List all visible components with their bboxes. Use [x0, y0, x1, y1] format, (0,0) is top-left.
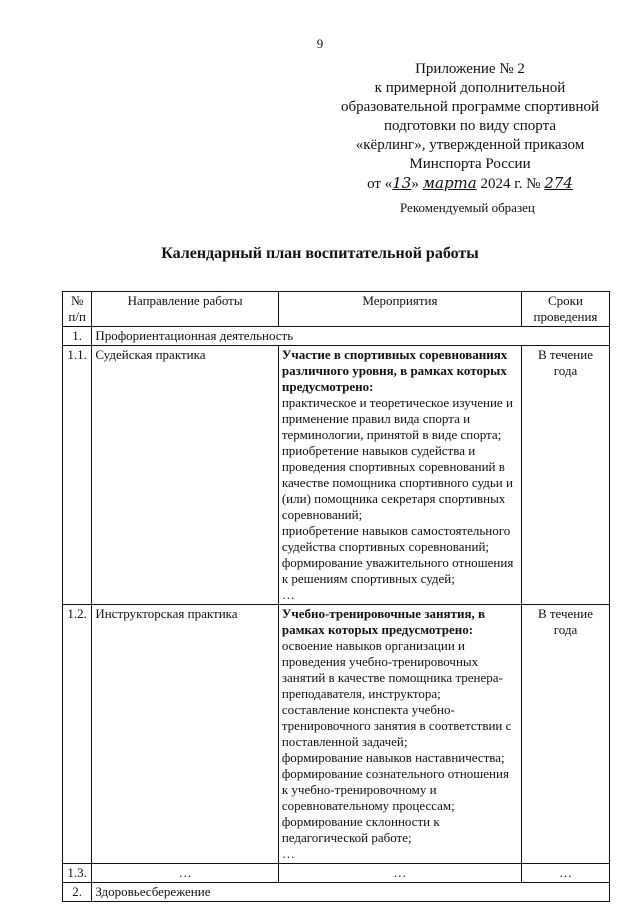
section-num: 2.: [63, 883, 92, 902]
table-row: [63, 864, 610, 883]
date-prefix: от «: [367, 176, 393, 192]
document-title: Календарный план воспитательной работы: [161, 245, 479, 262]
section-row: [63, 327, 610, 346]
row-events: …: [278, 864, 521, 883]
row-terms: В течение года: [521, 605, 609, 864]
row-terms: …: [521, 864, 609, 883]
appendix-line: «кёрлинг», утвержденной приказом: [355, 137, 585, 153]
event-line: формирование уважительного отношения к решениям спортивных судей;: [281, 555, 514, 586]
appendix-line: Минспорта России: [409, 156, 531, 172]
events-title: Участие в спортивных соревнованиях различного уровня, в рамках которых предусмотрено:: [281, 347, 508, 394]
order-month: марта: [422, 174, 477, 192]
row-events: [278, 346, 521, 605]
header-direction: Направление работы: [92, 292, 279, 327]
event-line: составление конспекта учебно-тренировочного занятия в соответствии с поставленной задачей;: [281, 702, 512, 749]
appendix-block: [330, 60, 610, 194]
row-num: 1.3.: [63, 864, 92, 883]
order-number: 274: [544, 174, 573, 192]
table-row: [63, 605, 610, 864]
event-line: приобретение навыков судейства и проведения спортивных соревнований в качестве помощника спортивного судьи и (или) помощника секретаря спортивных соревнований;: [281, 443, 513, 522]
header-num: № п/п: [63, 292, 92, 327]
date-mid: »: [411, 176, 423, 192]
order-date-line: [330, 174, 610, 194]
appendix-line: подготовки по виду спорта: [384, 118, 556, 134]
row-events: [278, 605, 521, 864]
row-terms: В течение года: [521, 346, 609, 605]
event-line: практическое и теоретическое изучение и применение правил вида спорта и терминологии, принятой в виде спорта;: [281, 395, 513, 442]
event-line: формирование навыков наставничества;: [281, 750, 505, 765]
row-num: 1.1.: [63, 346, 92, 605]
appendix-line: к примерной дополнительной: [374, 80, 566, 96]
table-header-row: [63, 292, 610, 327]
event-line: формирование склонности к педагогической работе;: [281, 814, 440, 845]
events-title: Учебно-тренировочные занятия, в рамках которых предусмотрено:: [281, 606, 486, 637]
appendix-line: Приложение № 2: [415, 61, 525, 77]
row-direction: …: [92, 864, 279, 883]
row-direction: Инструкторская практика: [92, 605, 279, 864]
section-num: 1.: [63, 327, 92, 346]
row-num: 1.2.: [63, 605, 92, 864]
order-day: 13: [392, 174, 412, 192]
row-direction: Судейская практика: [92, 346, 279, 605]
event-line: …: [281, 587, 295, 602]
event-line: формирование сознательного отношения к учебно-тренировочному и соревновательному процессам;: [281, 766, 509, 813]
plan-table: [62, 291, 610, 902]
event-line: приобретение навыков самостоятельного судейства спортивных соревнований;: [281, 523, 511, 554]
table-row: [63, 346, 610, 605]
appendix-line: образовательной программе спортивной: [340, 99, 600, 115]
header-events: Мероприятия: [278, 292, 521, 327]
order-year: 2024 г. №: [476, 176, 545, 192]
recommended-label: Рекомендуемый образец: [400, 200, 535, 215]
event-line: освоение навыков организации и проведения учебно-тренировочных занятий в качестве помощника тренера-преподавателя, инструктора;: [281, 638, 503, 701]
section-title: Здоровьесбережение: [92, 883, 610, 902]
header-terms: Сроки проведения: [521, 292, 609, 327]
page-number: 9: [316, 36, 324, 51]
section-title: Профориентационная деятельность: [92, 327, 610, 346]
event-line: …: [281, 846, 295, 861]
section-row: [63, 883, 610, 902]
